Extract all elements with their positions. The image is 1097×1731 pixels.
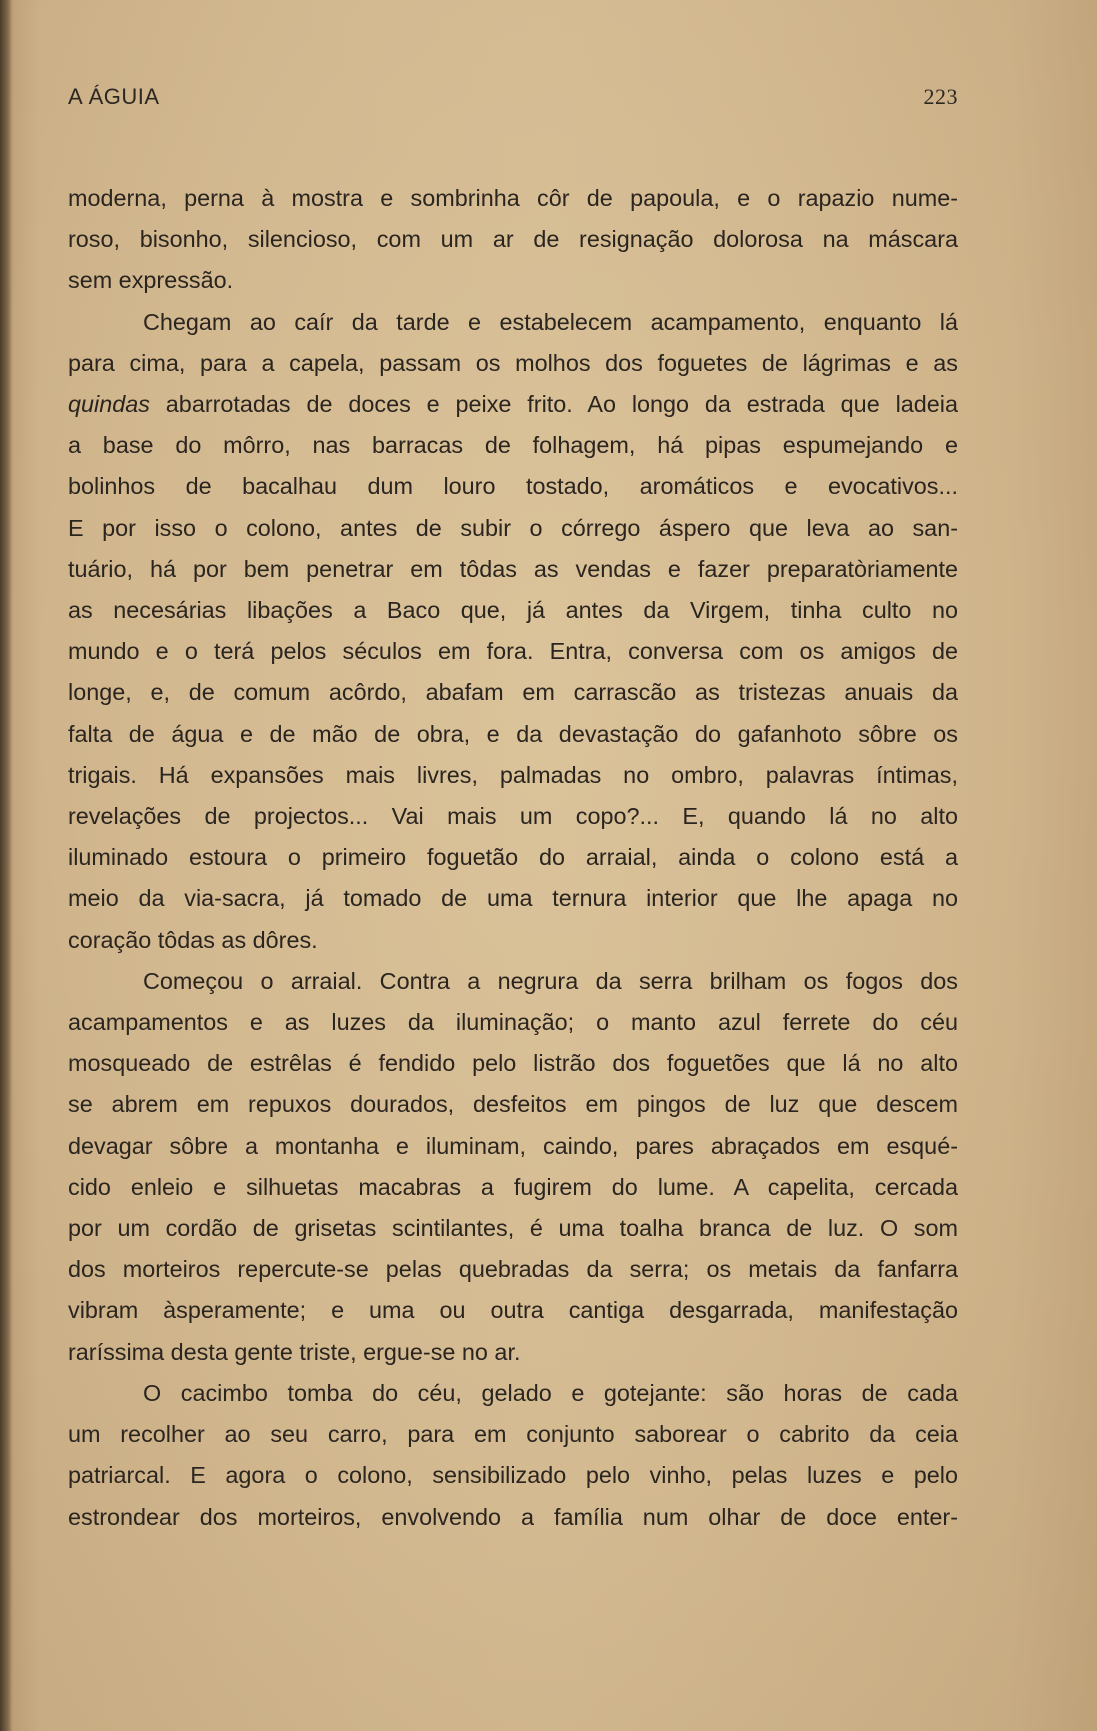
text-line: roso, bisonho, silencioso, com um ar de resignação dolorosa na máscara — [68, 226, 958, 253]
text-line: vibram àsperamente; e uma ou outra cantiga desgarrada, manifestação — [68, 1297, 958, 1324]
text-line: longe, e, de comum acôrdo, abafam em carrascão as tristezas anuais da — [68, 679, 958, 706]
text-line: Chegam ao caír da tarde e estabelecem acampamento, enquanto lá — [143, 308, 958, 335]
text-line: para cima, para a capela, passam os molhos dos foguetes de lágrimas e as — [68, 349, 958, 376]
text-line: acampamentos e as luzes da iluminação; o manto azul ferrete do céu — [68, 1009, 958, 1036]
text-line: tuário, há por bem penetrar em tôdas as vendas e fazer preparatòriamente — [68, 555, 958, 582]
text-line: revelações de projectos... Vai mais um copo?... E, quando lá no alto — [68, 803, 958, 830]
running-header — [68, 84, 958, 116]
text-line: sem expressão. — [68, 267, 234, 294]
paragraph — [68, 961, 958, 1373]
page-number: 223 — [923, 84, 958, 109]
text-line: bolinhos de bacalhau dum louro tostado, aromáticos e evocativos... — [68, 473, 958, 500]
text-line: dos morteiros repercute-se pelas quebradas da serra; os metais da fanfarra — [68, 1256, 958, 1283]
text-line: por um cordão de grisetas scintilantes, é uma toalha branca de luz. O som — [68, 1215, 958, 1242]
text-line — [68, 384, 958, 425]
text-line: meio da via-sacra, já tomado de uma ternura interior que lhe apaga no — [68, 885, 958, 912]
text-line: um recolher ao seu carro, para em conjunto saborear o cabrito da ceia — [68, 1421, 958, 1448]
book-spine-shadow — [0, 0, 12, 1731]
paragraph — [68, 302, 958, 961]
text-line: falta de água e de mão de obra, e da devastação do gafanhoto sôbre os — [68, 720, 958, 747]
text-line: E por isso o colono, antes de subir o córrego áspero que leva ao san- — [68, 514, 958, 541]
text-line: devagar sôbre a montanha e iluminam, caindo, pares abraçados em esqué- — [68, 1132, 958, 1159]
text-line: as necesárias libações a Baco que, já antes da Virgem, tinha culto no — [68, 597, 958, 624]
text-line: iluminado estoura o primeiro foguetão do arraial, ainda o colono está a — [68, 844, 958, 871]
text-line: cido enleio e silhuetas macabras a fugirem do lume. A capelita, cercada — [68, 1173, 958, 1200]
text-line: O cacimbo tomba do céu, gelado e gotejante: são horas de cada — [143, 1379, 958, 1406]
text-line: moderna, perna à mostra e sombrinha côr de papoula, e o rapazio nume- — [68, 185, 958, 211]
paragraph — [68, 1373, 958, 1538]
italic-word: quindas — [68, 391, 150, 418]
paragraph — [68, 178, 958, 302]
text-line: trigais. Há expansões mais livres, palmadas no ombro, palavras íntimas, — [68, 761, 958, 788]
text-line: mosqueado de estrêlas é fendido pelo listrão dos foguetões que lá no alto — [68, 1050, 958, 1077]
text-line: patriarcal. E agora o colono, sensibilizado pelo vinho, pelas luzes e pelo — [68, 1462, 958, 1489]
text-line: coração tôdas as dôres. — [68, 926, 318, 953]
body-text — [68, 178, 958, 1538]
text-line: estrondear dos morteiros, envolvendo a família num olhar de doce enter- — [68, 1503, 958, 1530]
journal-title: A ÁGUIA — [68, 84, 160, 109]
text-line: se abrem em repuxos dourados, desfeitos em pingos de luz que descem — [68, 1091, 958, 1118]
text-fragment: abarrotadas de doces e peixe frito. Ao longo da estrada que ladeia — [149, 391, 958, 418]
text-line: raríssima desta gente triste, ergue-se no ar. — [68, 1338, 521, 1365]
text-line: mundo e o terá pelos séculos em fora. Entra, conversa com os amigos de — [68, 638, 958, 665]
text-line: Começou o arraial. Contra a negrura da serra brilham os fogos dos — [143, 967, 958, 994]
text-line: a base do môrro, nas barracas de folhagem, há pipas espumejando e — [68, 432, 958, 459]
